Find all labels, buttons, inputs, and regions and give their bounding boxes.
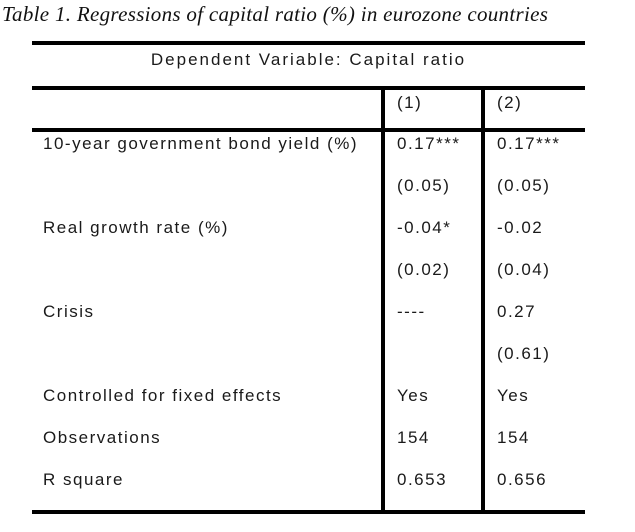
cell-col2: -0.02	[497, 218, 544, 237]
table-row	[32, 384, 585, 426]
top-rule	[32, 41, 585, 45]
row-label: Controlled for fixed effects	[43, 386, 283, 405]
table-caption: Table 1. Regressions of capital ratio (%) in eurozone countries	[2, 2, 549, 26]
cell-col2: Yes	[497, 386, 530, 405]
cell-col1: 154	[397, 428, 430, 447]
column-header-2: (2)	[497, 93, 523, 112]
table-row	[32, 216, 585, 258]
row-label: Crisis	[43, 302, 95, 321]
cell-col2: 0.656	[497, 470, 548, 489]
cell-col1: (0.05)	[397, 176, 451, 195]
column-header-row	[32, 91, 585, 113]
table-row	[32, 426, 585, 468]
cell-col2: 154	[497, 428, 530, 447]
dependent-variable-header: Dependent Variable: Capital ratio	[150, 50, 467, 69]
cell-col1: Yes	[397, 386, 430, 405]
row-label: R square	[43, 470, 124, 489]
row-label	[32, 174, 385, 216]
cell-col1: -0.04*	[397, 218, 452, 237]
bottom-rule	[32, 510, 585, 514]
cell-col2: (0.05)	[497, 176, 551, 195]
cell-col1: 0.653	[397, 470, 448, 489]
row-label: Observations	[43, 428, 162, 447]
table-row	[32, 258, 585, 300]
column-header-1: (1)	[397, 93, 423, 112]
header-rule	[32, 86, 585, 90]
cell-col2: (0.04)	[497, 260, 551, 279]
table-row	[32, 300, 585, 342]
table-row	[32, 468, 585, 510]
regression-table	[32, 0, 585, 532]
cell-col2: 0.17***	[497, 134, 561, 153]
table-row	[32, 342, 585, 384]
cell-col2: (0.61)	[497, 344, 551, 363]
cell-col1: ----	[397, 302, 426, 321]
cell-col1	[385, 342, 485, 384]
table-row	[32, 132, 585, 174]
row-label: Real growth rate (%)	[43, 218, 229, 237]
cell-col2: 0.27	[497, 302, 537, 321]
cell-col1: 0.17***	[397, 134, 461, 153]
empty-header-cell	[32, 91, 385, 113]
cell-col1: (0.02)	[397, 260, 451, 279]
row-label	[32, 342, 385, 384]
table-row	[32, 174, 585, 216]
table-body	[32, 132, 585, 510]
row-label	[32, 258, 385, 300]
row-label: 10-year government bond yield (%)	[43, 134, 359, 153]
